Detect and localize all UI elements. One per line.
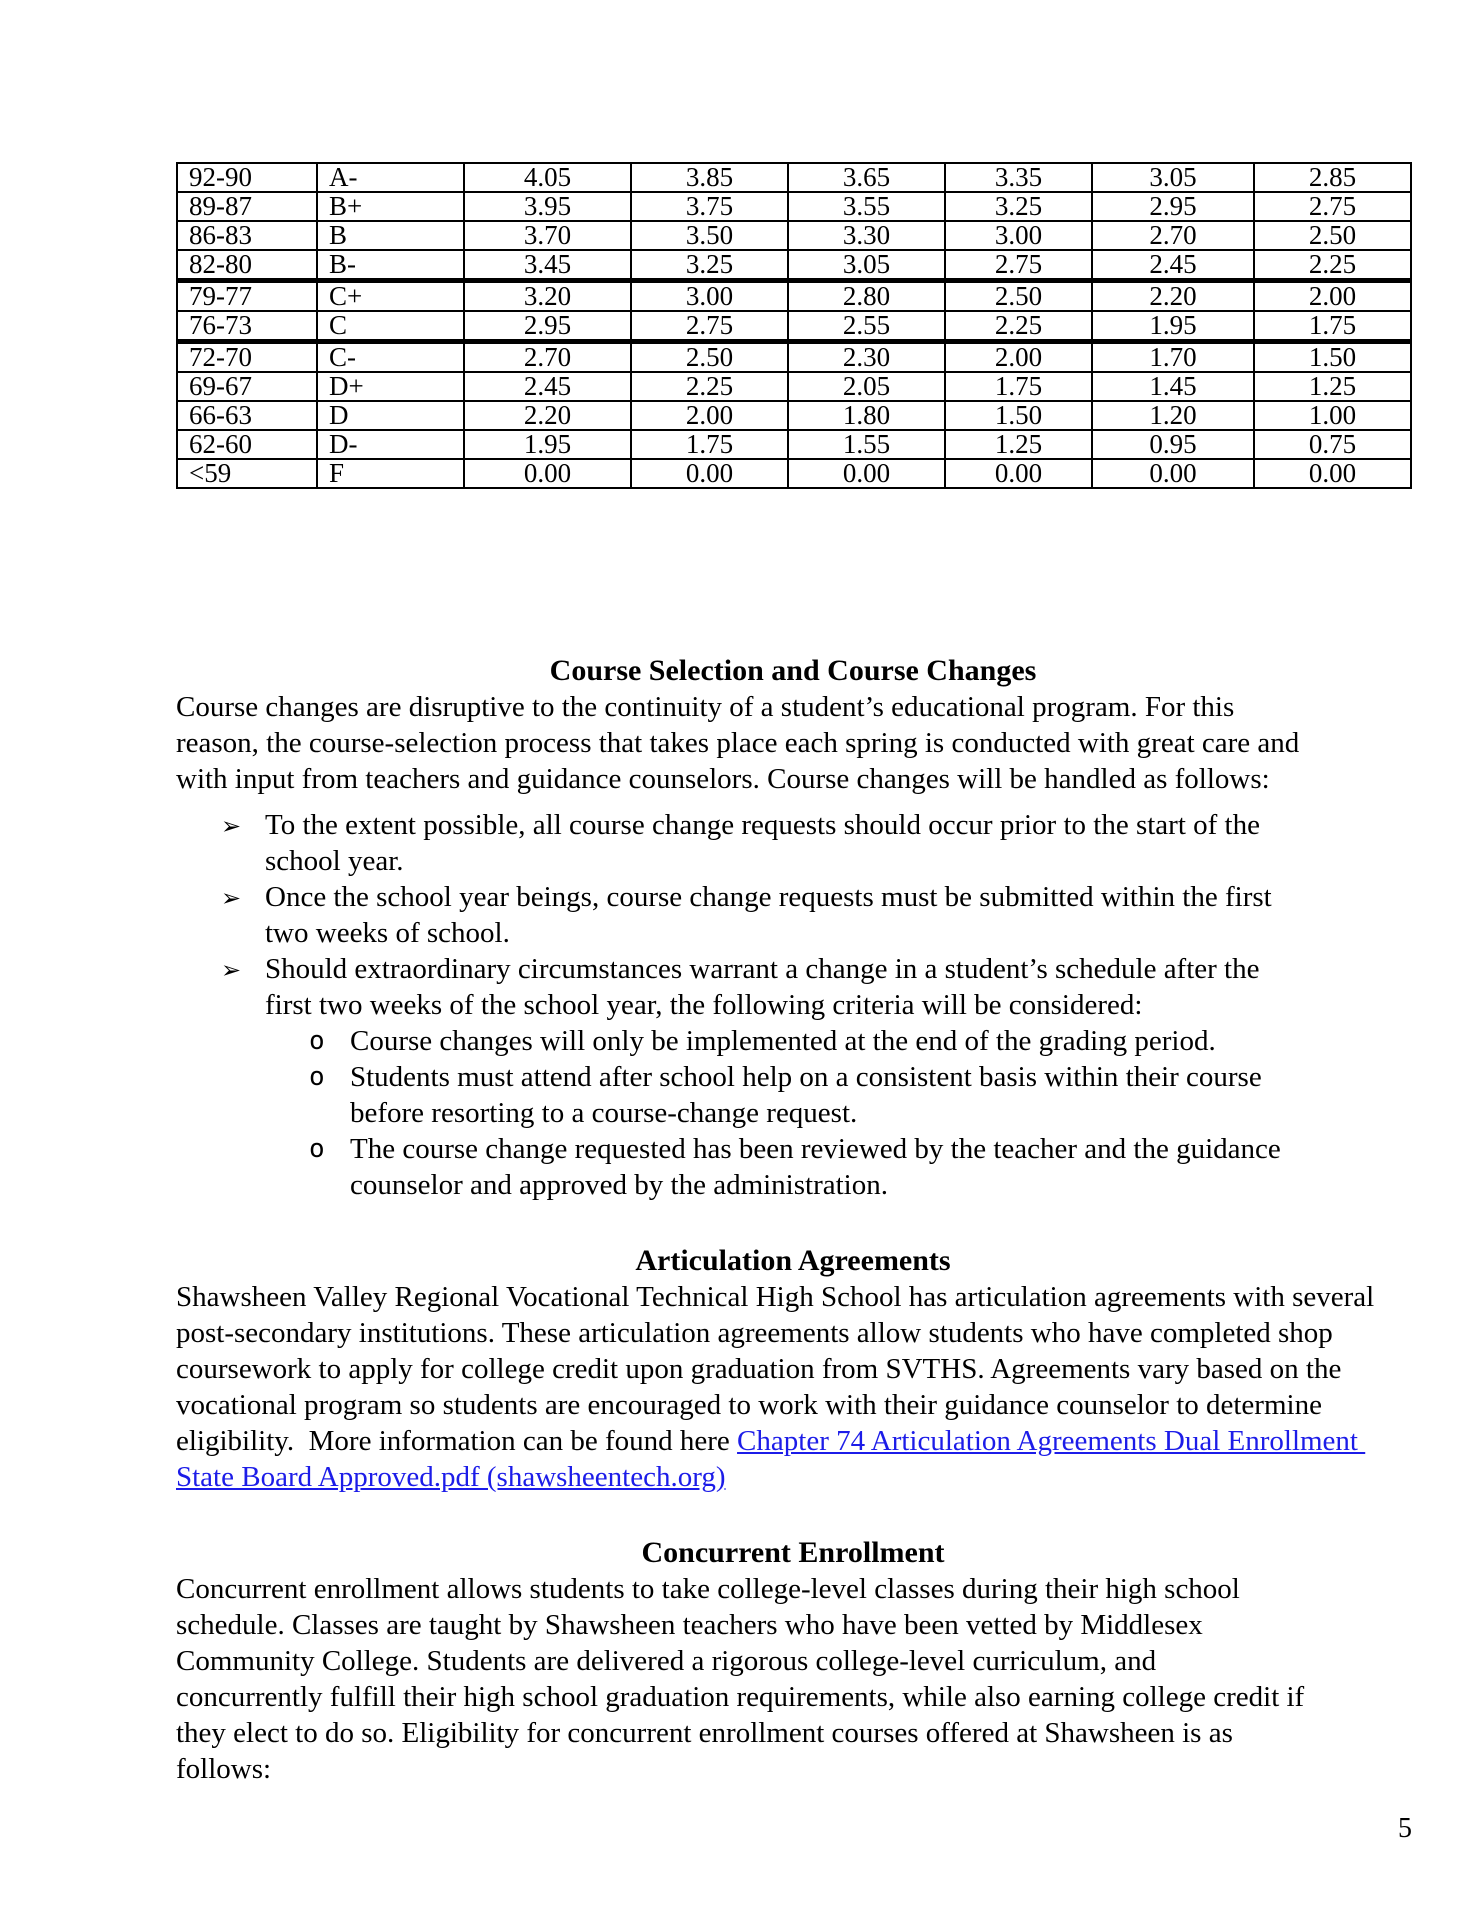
letter-grade-cell: B+ bbox=[317, 192, 464, 221]
text-segment: Should extraordinary circumstances warrant a change in a student’s schedule after the bbox=[265, 953, 1260, 985]
gpa-value-cell: 0.00 bbox=[631, 459, 788, 488]
sub-bullet-item bbox=[176, 1023, 1410, 1059]
text-line bbox=[176, 1387, 1410, 1423]
gpa-value-cell: 1.55 bbox=[788, 430, 945, 459]
letter-grade-cell: B bbox=[317, 221, 464, 250]
gpa-value-cell: 2.75 bbox=[945, 250, 1092, 281]
articulation-heading: Articulation Agreements bbox=[635, 1244, 951, 1277]
gpa-value-cell: 1.95 bbox=[1092, 311, 1254, 342]
articulation-paragraph bbox=[176, 1279, 1410, 1495]
table-row bbox=[177, 372, 1411, 401]
bullet-item bbox=[176, 807, 1410, 879]
gpa-value-cell: 1.95 bbox=[464, 430, 631, 459]
text-line bbox=[176, 1715, 1410, 1751]
grade-range-cell: 89-87 bbox=[177, 192, 317, 221]
text-segment: Course changes are disruptive to the continuity of a student’s educational program. For this bbox=[176, 691, 1235, 723]
gpa-value-cell: 2.95 bbox=[464, 311, 631, 342]
gpa-value-cell: 3.50 bbox=[631, 221, 788, 250]
letter-grade-cell: C- bbox=[317, 342, 464, 373]
text-segment: post-secondary institutions. These articulation agreements allow students who have completed shop bbox=[176, 1317, 1333, 1349]
gpa-value-cell: 2.80 bbox=[788, 281, 945, 312]
gpa-value-cell: 2.45 bbox=[464, 372, 631, 401]
bullet-list bbox=[176, 807, 1410, 1023]
gpa-value-cell: 2.20 bbox=[464, 401, 631, 430]
text-segment: they elect to do so. Eligibility for concurrent enrollment courses offered at Shawsheen is as bbox=[176, 1717, 1233, 1749]
gpa-value-cell: 2.25 bbox=[945, 311, 1092, 342]
text-line bbox=[176, 1351, 1410, 1387]
gpa-value-cell: 2.50 bbox=[631, 342, 788, 373]
concurrent-paragraph bbox=[176, 1571, 1410, 1787]
grade-range-cell: 86-83 bbox=[177, 221, 317, 250]
text-line bbox=[265, 807, 1410, 843]
text-segment: Concurrent enrollment allows students to take college-level classes during their high school bbox=[176, 1573, 1240, 1605]
page-number: 5 bbox=[1398, 1813, 1412, 1844]
table-row bbox=[177, 342, 1411, 373]
text-line bbox=[176, 1571, 1410, 1607]
table-row bbox=[177, 281, 1411, 312]
text-line bbox=[350, 1167, 1410, 1203]
grade-scale-table bbox=[176, 162, 1412, 489]
course-selection-paragraph bbox=[176, 689, 1410, 797]
gpa-value-cell: 3.25 bbox=[945, 192, 1092, 221]
text-line bbox=[176, 1679, 1410, 1715]
gpa-value-cell: 0.00 bbox=[945, 459, 1092, 488]
gpa-value-cell: 0.75 bbox=[1254, 430, 1411, 459]
table-row bbox=[177, 430, 1411, 459]
text-segment: concurrently fulfill their high school graduation requirements, while also earning college credit if bbox=[176, 1681, 1305, 1713]
arrow-bullet-icon: ➢ bbox=[221, 812, 242, 840]
table-row bbox=[177, 221, 1411, 250]
sub-bullet-list bbox=[176, 1023, 1410, 1203]
gpa-value-cell: 2.00 bbox=[1254, 281, 1411, 312]
text-segment: Course changes will only be implemented at the end of the grading period. bbox=[350, 1025, 1216, 1057]
gpa-value-cell: 1.20 bbox=[1092, 401, 1254, 430]
gpa-value-cell: 3.70 bbox=[464, 221, 631, 250]
grade-range-cell: <59 bbox=[177, 459, 317, 488]
sub-bullet-item bbox=[176, 1131, 1410, 1203]
gpa-value-cell: 2.70 bbox=[464, 342, 631, 373]
gpa-value-cell: 3.95 bbox=[464, 192, 631, 221]
gpa-value-cell: 3.25 bbox=[631, 250, 788, 281]
gpa-value-cell: 0.95 bbox=[1092, 430, 1254, 459]
letter-grade-cell: C+ bbox=[317, 281, 464, 312]
sub-bullet-item bbox=[176, 1059, 1410, 1131]
gpa-value-cell: 1.75 bbox=[631, 430, 788, 459]
text-line bbox=[265, 951, 1410, 987]
gpa-value-cell: 3.35 bbox=[945, 163, 1092, 192]
text-segment: The course change requested has been reviewed by the teacher and the guidance bbox=[350, 1133, 1281, 1165]
gpa-value-cell: 1.50 bbox=[1254, 342, 1411, 373]
gpa-value-cell: 2.70 bbox=[1092, 221, 1254, 250]
letter-grade-cell: D- bbox=[317, 430, 464, 459]
grade-table-body bbox=[177, 163, 1411, 488]
grade-range-cell: 69-67 bbox=[177, 372, 317, 401]
text-segment: Once the school year beings, course change requests must be submitted within the first bbox=[265, 881, 1272, 913]
text-segment: first two weeks of the school year, the following criteria will be considered: bbox=[265, 989, 1143, 1021]
gpa-value-cell: 2.85 bbox=[1254, 163, 1411, 192]
gpa-value-cell: 0.00 bbox=[788, 459, 945, 488]
text-line bbox=[350, 1059, 1410, 1095]
gpa-value-cell: 2.00 bbox=[945, 342, 1092, 373]
document-content bbox=[176, 0, 1410, 1787]
gpa-value-cell: 1.25 bbox=[1254, 372, 1411, 401]
gpa-value-cell: 1.50 bbox=[945, 401, 1092, 430]
text-segment: two weeks of school. bbox=[265, 917, 510, 949]
gpa-value-cell: 2.75 bbox=[1254, 192, 1411, 221]
text-segment: Students must attend after school help on a consistent basis within their course bbox=[350, 1061, 1262, 1093]
text-line bbox=[176, 1423, 1410, 1459]
text-line bbox=[265, 915, 1410, 951]
gpa-value-cell: 3.45 bbox=[464, 250, 631, 281]
gpa-value-cell: 1.70 bbox=[1092, 342, 1254, 373]
text-line bbox=[176, 1315, 1410, 1351]
gpa-value-cell: 2.95 bbox=[1092, 192, 1254, 221]
gpa-value-cell: 2.50 bbox=[1254, 221, 1411, 250]
gpa-value-cell: 1.45 bbox=[1092, 372, 1254, 401]
gpa-value-cell: 1.25 bbox=[945, 430, 1092, 459]
gpa-value-cell: 0.00 bbox=[464, 459, 631, 488]
text-segment: follows: bbox=[176, 1753, 272, 1785]
concurrent-heading: Concurrent Enrollment bbox=[641, 1536, 945, 1569]
text-line bbox=[176, 725, 1410, 761]
text-line bbox=[176, 1607, 1410, 1643]
text-line bbox=[350, 1023, 1410, 1059]
text-segment: Shawsheen Valley Regional Vocational Technical High School has articulation agreements with several bbox=[176, 1281, 1375, 1313]
gpa-value-cell: 2.20 bbox=[1092, 281, 1254, 312]
gpa-value-cell: 3.00 bbox=[945, 221, 1092, 250]
gpa-value-cell: 0.00 bbox=[1092, 459, 1254, 488]
gpa-value-cell: 2.55 bbox=[788, 311, 945, 342]
gpa-value-cell: 3.05 bbox=[788, 250, 945, 281]
letter-grade-cell: D+ bbox=[317, 372, 464, 401]
grade-range-cell: 76-73 bbox=[177, 311, 317, 342]
gpa-value-cell: 3.05 bbox=[1092, 163, 1254, 192]
grade-range-cell: 62-60 bbox=[177, 430, 317, 459]
letter-grade-cell: B- bbox=[317, 250, 464, 281]
grade-range-cell: 72-70 bbox=[177, 342, 317, 373]
gpa-value-cell: 3.20 bbox=[464, 281, 631, 312]
text-line bbox=[176, 1279, 1410, 1315]
bullet-item bbox=[176, 951, 1410, 1023]
text-segment: Community College. Students are delivered a rigorous college-level curriculum, and bbox=[176, 1645, 1157, 1677]
arrow-bullet-icon: ➢ bbox=[221, 884, 242, 912]
letter-grade-cell: D bbox=[317, 401, 464, 430]
text-line bbox=[265, 987, 1410, 1023]
gpa-value-cell: 1.75 bbox=[1254, 311, 1411, 342]
letter-grade-cell: A- bbox=[317, 163, 464, 192]
circle-bullet-icon: o bbox=[309, 1134, 325, 1164]
table-row bbox=[177, 250, 1411, 281]
text-segment: vocational program so students are encouraged to work with their guidance counselor to determine bbox=[176, 1389, 1322, 1421]
gpa-value-cell: 1.00 bbox=[1254, 401, 1411, 430]
text-segment: before resorting to a course-change request. bbox=[350, 1097, 858, 1129]
text-line bbox=[350, 1131, 1410, 1167]
grade-range-cell: 92-90 bbox=[177, 163, 317, 192]
text-line bbox=[176, 761, 1410, 797]
gpa-value-cell: 3.55 bbox=[788, 192, 945, 221]
text-line bbox=[176, 1751, 1410, 1787]
gpa-value-cell: 4.05 bbox=[464, 163, 631, 192]
grade-range-cell: 79-77 bbox=[177, 281, 317, 312]
gpa-value-cell: 2.50 bbox=[945, 281, 1092, 312]
articulation-agreement-link[interactable]: State Board Approved.pdf (shawsheentech.org) bbox=[176, 1461, 726, 1493]
gpa-value-cell: 1.80 bbox=[788, 401, 945, 430]
text-segment: To the extent possible, all course change requests should occur prior to the start of the bbox=[265, 809, 1260, 841]
text-line bbox=[176, 1459, 1410, 1495]
circle-bullet-icon: o bbox=[309, 1062, 325, 1092]
table-row bbox=[177, 459, 1411, 488]
articulation-agreement-link[interactable]: Chapter 74 Articulation Agreements Dual Enrollment bbox=[737, 1425, 1366, 1457]
text-segment: school year. bbox=[265, 845, 404, 877]
gpa-value-cell: 2.05 bbox=[788, 372, 945, 401]
text-segment: coursework to apply for college credit upon graduation from SVTHS. Agreements vary based on the bbox=[176, 1353, 1342, 1385]
table-row bbox=[177, 192, 1411, 221]
course-selection-heading: Course Selection and Course Changes bbox=[549, 654, 1037, 687]
gpa-value-cell: 3.85 bbox=[631, 163, 788, 192]
text-segment: schedule. Classes are taught by Shawsheen teachers who have been vetted by Middlesex bbox=[176, 1609, 1203, 1641]
gpa-value-cell: 3.00 bbox=[631, 281, 788, 312]
gpa-value-cell: 2.45 bbox=[1092, 250, 1254, 281]
text-segment: with input from teachers and guidance counselors. Course changes will be handled as follows: bbox=[176, 763, 1270, 795]
arrow-bullet-icon: ➢ bbox=[221, 956, 242, 984]
gpa-value-cell: 1.75 bbox=[945, 372, 1092, 401]
gpa-value-cell: 3.75 bbox=[631, 192, 788, 221]
text-segment: eligibility. More information can be found here bbox=[176, 1425, 738, 1457]
text-line bbox=[265, 879, 1410, 915]
gpa-value-cell: 2.00 bbox=[631, 401, 788, 430]
gpa-value-cell: 2.30 bbox=[788, 342, 945, 373]
table-row bbox=[177, 401, 1411, 430]
grade-range-cell: 66-63 bbox=[177, 401, 317, 430]
gpa-value-cell: 0.00 bbox=[1254, 459, 1411, 488]
text-line bbox=[176, 1643, 1410, 1679]
gpa-value-cell: 2.25 bbox=[631, 372, 788, 401]
text-line bbox=[350, 1095, 1410, 1131]
gpa-value-cell: 3.65 bbox=[788, 163, 945, 192]
text-line bbox=[265, 843, 1410, 879]
text-segment: reason, the course-selection process that takes place each spring is conducted with great care and bbox=[176, 727, 1300, 759]
letter-grade-cell: F bbox=[317, 459, 464, 488]
grade-range-cell: 82-80 bbox=[177, 250, 317, 281]
table-row bbox=[177, 311, 1411, 342]
text-line bbox=[176, 689, 1410, 725]
gpa-value-cell: 2.75 bbox=[631, 311, 788, 342]
table-row bbox=[177, 163, 1411, 192]
circle-bullet-icon: o bbox=[309, 1026, 325, 1056]
letter-grade-cell: C bbox=[317, 311, 464, 342]
gpa-value-cell: 3.30 bbox=[788, 221, 945, 250]
text-segment: counselor and approved by the administration. bbox=[350, 1169, 888, 1201]
gpa-value-cell: 2.25 bbox=[1254, 250, 1411, 281]
bullet-item bbox=[176, 879, 1410, 951]
